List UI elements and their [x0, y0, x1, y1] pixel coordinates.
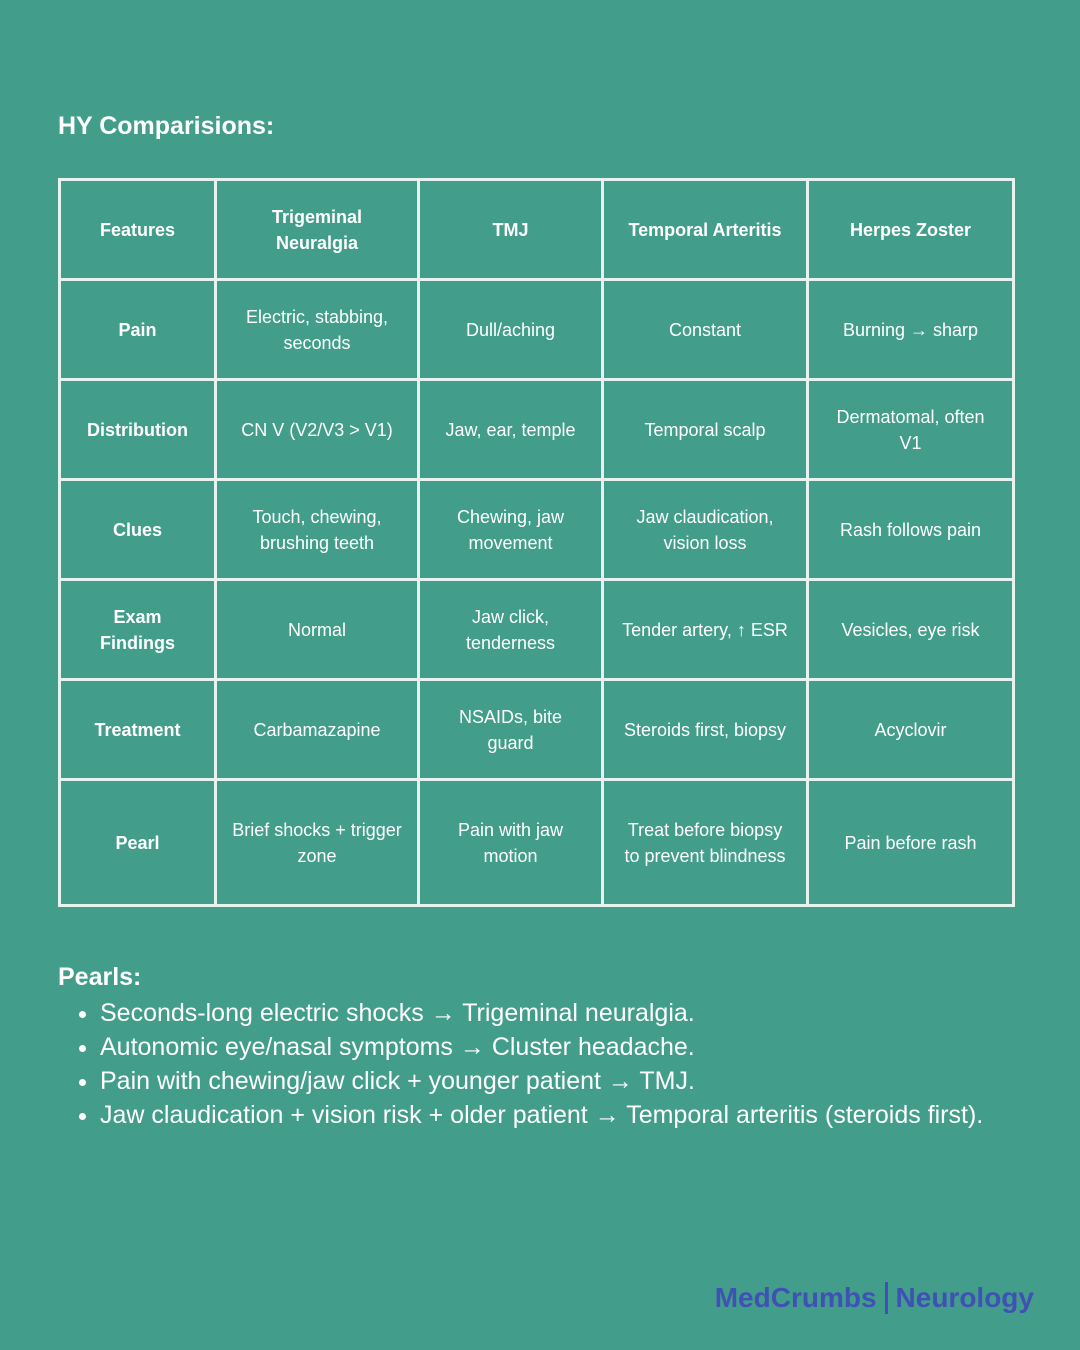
table-cell: Tender artery, ↑ ESR: [603, 580, 808, 680]
table-cell: Dull/aching: [419, 280, 603, 380]
table-cell: Normal: [216, 580, 419, 680]
pearls-list: [58, 996, 983, 1132]
table-row: [60, 680, 1014, 780]
table-cell: Steroids first, biopsy: [603, 680, 808, 780]
table-row: [60, 280, 1014, 380]
brand-name: MedCrumbs: [714, 1282, 877, 1313]
table-row: [60, 580, 1014, 680]
row-label-exam-findings: Exam Findings: [60, 580, 216, 680]
table-cell: NSAIDs, bite guard: [419, 680, 603, 780]
table-row: [60, 480, 1014, 580]
table-row: [60, 380, 1014, 480]
table-row: [60, 780, 1014, 906]
table-cell: Brief shocks + trigger zone: [216, 780, 419, 906]
pearls-title: Pearls:: [58, 963, 142, 991]
table-cell: Jaw click, tenderness: [419, 580, 603, 680]
table-cell: Burning → sharp: [808, 280, 1014, 380]
table-cell: Constant: [603, 280, 808, 380]
table-cell: Pain before rash: [808, 780, 1014, 906]
table-cell: CN V (V2/V3 > V1): [216, 380, 419, 480]
page-title: HY Comparisions:: [58, 112, 275, 140]
table-cell: Temporal scalp: [603, 380, 808, 480]
list-item: • Jaw claudication + vision risk + older patient → Temporal arteritis (steroids first).: [100, 1098, 983, 1132]
table-cell: Jaw claudication, vision loss: [603, 480, 808, 580]
row-label-pain: Pain: [60, 280, 216, 380]
table-cell: Touch, chewing, brushing teeth: [216, 480, 419, 580]
header-cell-features: Features: [60, 180, 216, 280]
header-cell-tmj: TMJ: [419, 180, 603, 280]
table-cell: Treat before biopsy to prevent blindness: [603, 780, 808, 906]
header-cell-trigeminal-neuralgia: Trigeminal Neuralgia: [216, 180, 419, 280]
table-cell: Electric, stabbing, seconds: [216, 280, 419, 380]
table-cell: Acyclovir: [808, 680, 1014, 780]
row-label-pearl: Pearl: [60, 780, 216, 906]
list-item: • Pain with chewing/jaw click + younger patient → TMJ.: [100, 1064, 983, 1098]
row-label-treatment: Treatment: [60, 680, 216, 780]
table-cell: Chewing, jaw movement: [419, 480, 603, 580]
table-cell: Carbamazapine: [216, 680, 419, 780]
table-cell: Dermatomal, often V1: [808, 380, 1014, 480]
table-cell: Pain with jaw motion: [419, 780, 603, 906]
table-cell: Vesicles, eye risk: [808, 580, 1014, 680]
list-item: • Seconds-long electric shocks → Trigeminal neuralgia.: [100, 996, 983, 1030]
row-label-distribution: Distribution: [60, 380, 216, 480]
table-cell: Rash follows pain: [808, 480, 1014, 580]
comparison-table: [58, 178, 1015, 907]
header-cell-herpes-zoster: Herpes Zoster: [808, 180, 1014, 280]
row-label-clues: Clues: [60, 480, 216, 580]
brand-divider: [885, 1282, 888, 1314]
list-item: • Autonomic eye/nasal symptoms → Cluster headache.: [100, 1030, 983, 1064]
brand-section: Neurology: [895, 1282, 1034, 1313]
brand-footer: [715, 1282, 1034, 1314]
table-header-row: [60, 180, 1014, 280]
header-cell-temporal-arteritis: Temporal Arteritis: [603, 180, 808, 280]
table-cell: Jaw, ear, temple: [419, 380, 603, 480]
